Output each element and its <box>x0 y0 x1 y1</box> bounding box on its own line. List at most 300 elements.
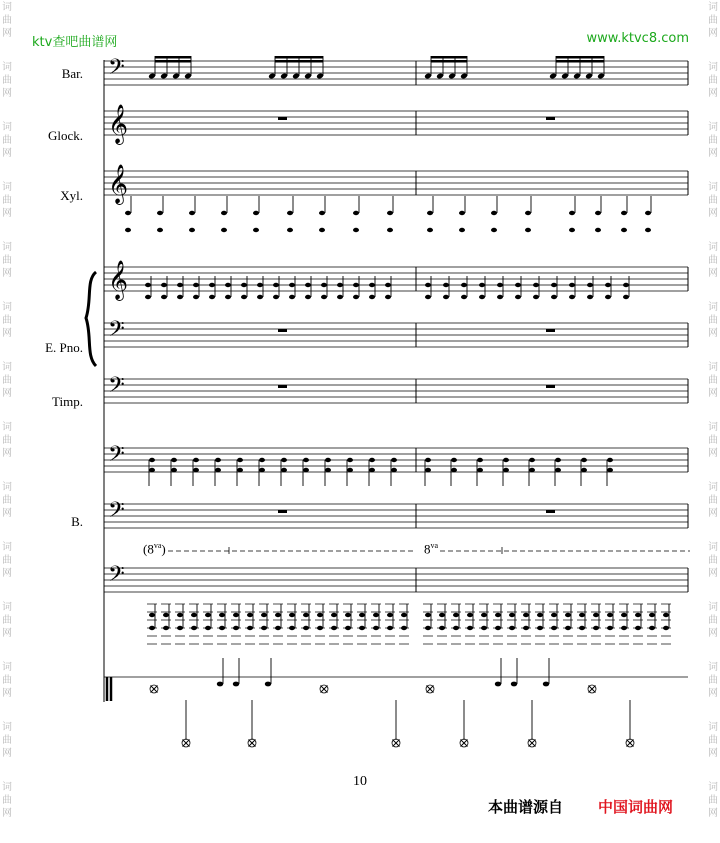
treble-clef: 𝄞 <box>108 262 129 299</box>
xyl-note <box>525 211 531 215</box>
watermark-char: 网 <box>708 628 718 639</box>
xyl-note <box>157 211 163 215</box>
timp-note <box>303 458 309 462</box>
watermark-char: 网 <box>708 328 718 339</box>
watermark-char: 网 <box>708 808 718 819</box>
watermark-char: 曲 <box>708 135 718 146</box>
watermark-char: 曲 <box>708 495 718 506</box>
bass-note <box>401 613 407 617</box>
xyl-note <box>645 228 651 232</box>
bass-note <box>233 613 239 617</box>
xyl-note <box>189 228 195 232</box>
watermark-char: 网 <box>708 688 718 699</box>
bass-note <box>373 626 379 630</box>
watermark-char: 网 <box>708 208 718 219</box>
bass-note <box>495 626 501 630</box>
epno-note <box>209 283 215 287</box>
watermark-char: 词 <box>2 362 12 373</box>
beam <box>556 60 604 63</box>
timp-note <box>215 468 221 472</box>
bass-note <box>219 626 225 630</box>
watermark-char: 网 <box>708 148 718 159</box>
bass-note <box>509 626 515 630</box>
watermark-char: 网 <box>2 748 12 759</box>
bass-note <box>593 613 599 617</box>
xyl-note <box>595 211 601 215</box>
epno-note <box>177 295 183 299</box>
drum-note <box>217 682 223 687</box>
timp-note <box>281 468 287 472</box>
epno-note <box>385 295 391 299</box>
epno-note <box>623 283 629 287</box>
epno-note <box>425 295 431 299</box>
epno-note <box>225 295 231 299</box>
xyl-note <box>287 228 293 232</box>
epno-note <box>177 283 183 287</box>
epno-note <box>369 295 375 299</box>
whole-rest <box>278 117 287 120</box>
bar-notes-4 <box>549 56 605 79</box>
drum-note <box>495 682 501 687</box>
watermark-char: 曲 <box>2 195 12 206</box>
watermark-char: 词 <box>708 602 718 613</box>
bass-note <box>163 626 169 630</box>
epno-note <box>479 295 485 299</box>
bass-note <box>551 626 557 630</box>
epno-note <box>533 283 539 287</box>
watermark-char: 词 <box>708 482 718 493</box>
epno-note <box>551 283 557 287</box>
bass-note <box>359 626 365 630</box>
epno-note <box>515 295 521 299</box>
watermark-char: 曲 <box>708 375 718 386</box>
watermark-char: 网 <box>2 388 12 399</box>
timp-note <box>325 468 331 472</box>
watermark-char: 词 <box>2 542 12 553</box>
timp-note <box>193 458 199 462</box>
beam <box>275 56 323 59</box>
bass-note <box>387 613 393 617</box>
watermark-char: 曲 <box>708 255 718 266</box>
watermark-char: 词 <box>708 362 718 373</box>
bar-notes-2 <box>268 56 324 79</box>
timp-note <box>149 468 155 472</box>
bar-notes-3 <box>424 56 468 79</box>
header-right-site: www.ktvc8.com <box>586 31 689 46</box>
watermark-char: 网 <box>2 148 12 159</box>
timp-note <box>477 458 483 462</box>
bass-note <box>635 626 641 630</box>
footer-source-label: 本曲谱源自 <box>488 798 564 816</box>
epno-note <box>241 283 247 287</box>
timp-note <box>171 468 177 472</box>
epno-note <box>145 283 151 287</box>
watermark-char: 曲 <box>708 195 718 206</box>
epno-note <box>425 283 431 287</box>
treble-clef: 𝄞 <box>108 166 129 203</box>
epno-note <box>161 295 167 299</box>
bass-note <box>149 613 155 617</box>
bass-note <box>481 613 487 617</box>
beam <box>275 60 323 63</box>
bass-note <box>219 613 225 617</box>
epno-note <box>443 295 449 299</box>
bass-note <box>401 626 407 630</box>
timp-note <box>369 468 375 472</box>
bass-note <box>537 613 543 617</box>
epno-note <box>623 295 629 299</box>
timp-note <box>325 458 331 462</box>
xyl-note <box>569 211 575 215</box>
instrument-label-xyl: Xyl. <box>60 188 83 203</box>
whole-rest <box>546 510 555 513</box>
bass-clef: 𝄢 <box>108 373 125 402</box>
epno-note <box>479 283 485 287</box>
epno-note <box>497 295 503 299</box>
xyl-note <box>221 211 227 215</box>
timp-note <box>149 458 155 462</box>
bass-note <box>191 626 197 630</box>
timp-note <box>581 468 587 472</box>
watermark-char: 词 <box>2 722 12 733</box>
watermark-char: 网 <box>2 88 12 99</box>
watermark-char: 网 <box>2 328 12 339</box>
staff-epno-treble <box>104 261 688 301</box>
watermark-char: 词 <box>708 782 718 793</box>
timp-note <box>451 468 457 472</box>
bass-note <box>247 626 253 630</box>
bass-note <box>453 613 459 617</box>
bass-clef: 𝄢 <box>108 498 125 527</box>
timp-note <box>391 458 397 462</box>
watermark-char: 曲 <box>2 675 12 686</box>
timp-note <box>555 468 561 472</box>
instrument-label-glock: Glock. <box>47 128 83 143</box>
epno-note <box>193 283 199 287</box>
epno-note <box>193 295 199 299</box>
watermark-char: 曲 <box>2 15 12 26</box>
bass-note <box>481 626 487 630</box>
whole-rest <box>546 117 555 120</box>
watermark-char: 曲 <box>708 735 718 746</box>
timp-note <box>503 468 509 472</box>
xyl-note <box>253 228 259 232</box>
timp-note <box>581 458 587 462</box>
bass-clef: 𝄢 <box>108 562 125 591</box>
epno-note <box>605 283 611 287</box>
bass-note <box>621 613 627 617</box>
beam <box>431 56 467 59</box>
timp-note <box>237 458 243 462</box>
watermark-char: 网 <box>2 688 12 699</box>
watermark-char: 曲 <box>708 75 718 86</box>
watermark-char: 曲 <box>708 615 718 626</box>
bass-note <box>663 613 669 617</box>
bass-note <box>509 613 515 617</box>
watermark-char: 曲 <box>708 315 718 326</box>
bass-note <box>261 626 267 630</box>
watermark-char: 网 <box>2 448 12 459</box>
epno-note <box>273 283 279 287</box>
bass-note <box>163 613 169 617</box>
bass-note <box>247 613 253 617</box>
bass-note <box>317 626 323 630</box>
watermark-char: 曲 <box>2 615 12 626</box>
watermark-char: 曲 <box>2 315 12 326</box>
epno-note <box>587 295 593 299</box>
watermark-char: 词 <box>708 302 718 313</box>
epno-note <box>161 283 167 287</box>
watermark-char: 网 <box>2 28 12 39</box>
bass-note <box>439 626 445 630</box>
epno-note <box>497 283 503 287</box>
watermark-char: 词 <box>2 242 12 253</box>
bass-note <box>467 613 473 617</box>
epno-note <box>257 295 263 299</box>
bass-note <box>425 613 431 617</box>
watermark-char: 网 <box>2 808 12 819</box>
staff-xyl <box>104 165 688 205</box>
xyl-note <box>221 228 227 232</box>
bass-note <box>523 613 529 617</box>
xyl-note <box>525 228 531 232</box>
timp-note <box>607 458 613 462</box>
watermark-char: 词 <box>708 62 718 73</box>
epno-note <box>273 295 279 299</box>
bass-note <box>425 626 431 630</box>
bass-note <box>275 613 281 617</box>
epno-note <box>461 295 467 299</box>
footer-source-site: 中国词曲网 <box>598 798 674 816</box>
beam <box>155 56 191 59</box>
timp-note <box>477 468 483 472</box>
drum-note <box>265 682 271 687</box>
staff-bass <box>104 498 688 528</box>
bass-note <box>261 613 267 617</box>
xyl-note <box>125 211 131 215</box>
watermark-char: 曲 <box>2 255 12 266</box>
watermark-char: 曲 <box>708 15 718 26</box>
epno-note <box>241 295 247 299</box>
timp-note <box>451 458 457 462</box>
instrument-label-bar: Bar. <box>61 66 83 81</box>
xyl-note <box>125 228 131 232</box>
bass-note <box>177 626 183 630</box>
watermark-char: 词 <box>2 2 12 13</box>
watermark-char: 网 <box>2 628 12 639</box>
watermark-char: 词 <box>2 302 12 313</box>
bass-note <box>565 626 571 630</box>
epno-note <box>569 283 575 287</box>
epno-note <box>587 283 593 287</box>
epno-note <box>337 295 343 299</box>
drum-note <box>543 682 549 687</box>
epno-note <box>605 295 611 299</box>
staff-bass-lower <box>104 562 688 592</box>
bass-note <box>331 626 337 630</box>
xyl-note <box>253 211 259 215</box>
timp-note <box>215 458 221 462</box>
whole-rest <box>278 385 287 388</box>
bass-note <box>303 613 309 617</box>
timp-note <box>303 468 309 472</box>
xyl-note <box>353 211 359 215</box>
epno-note <box>461 283 467 287</box>
xyl-note <box>491 228 497 232</box>
watermark-char: 曲 <box>708 555 718 566</box>
watermark-char: 网 <box>708 568 718 579</box>
xyl-note <box>621 211 627 215</box>
watermark-char: 曲 <box>2 555 12 566</box>
bass-note <box>579 613 585 617</box>
watermark-char: 曲 <box>2 75 12 86</box>
bass-note <box>537 626 543 630</box>
timp-note <box>391 468 397 472</box>
epno-note <box>443 283 449 287</box>
bass-note <box>495 613 501 617</box>
bass-note <box>317 613 323 617</box>
xyl-note <box>387 211 393 215</box>
watermark-char: 词 <box>2 182 12 193</box>
watermark-char: 词 <box>2 602 12 613</box>
watermark-char: 网 <box>2 568 12 579</box>
watermark-char: 网 <box>708 748 718 759</box>
beam <box>431 60 467 63</box>
header-left-site: ktv查吧曲谱网 <box>32 35 118 50</box>
epno-note <box>337 283 343 287</box>
bass-clef: 𝄢 <box>108 55 125 84</box>
watermark-char: 曲 <box>2 375 12 386</box>
epno-note <box>321 283 327 287</box>
epno-note <box>225 283 231 287</box>
beam <box>155 60 191 63</box>
bass-note <box>453 626 459 630</box>
bass-note <box>635 613 641 617</box>
drum-note <box>511 682 517 687</box>
epno-note <box>209 295 215 299</box>
xyl-note <box>427 228 433 232</box>
whole-rest <box>546 329 555 332</box>
watermark-char: 曲 <box>2 795 12 806</box>
octave-mark-first: $(8^{va})$ <box>143 541 166 557</box>
bass-note <box>565 613 571 617</box>
timp-note <box>503 458 509 462</box>
watermark-char: 曲 <box>2 735 12 746</box>
watermark-char: 词 <box>2 662 12 673</box>
epno-note <box>551 295 557 299</box>
timp-note <box>607 468 613 472</box>
staff-bar <box>104 55 688 85</box>
watermark-char: 词 <box>708 662 718 673</box>
staff-timp-lower <box>104 442 688 472</box>
xyl-note <box>569 228 575 232</box>
timp-note <box>259 468 265 472</box>
watermark-char: 网 <box>2 508 12 519</box>
bar-notes-1 <box>148 56 192 79</box>
bass-note <box>439 613 445 617</box>
watermark-char: 曲 <box>708 675 718 686</box>
epno-note <box>515 283 521 287</box>
staff-glock <box>104 105 688 145</box>
piano-brace <box>86 272 96 366</box>
bass-note <box>331 613 337 617</box>
bass-note <box>593 626 599 630</box>
bass-note <box>551 613 557 617</box>
epno-note <box>289 283 295 287</box>
timp-note <box>369 458 375 462</box>
epno-note <box>257 283 263 287</box>
timp-note <box>529 468 535 472</box>
watermark-char: 词 <box>708 182 718 193</box>
xyl-note <box>189 211 195 215</box>
whole-rest <box>278 329 287 332</box>
bass-note <box>177 613 183 617</box>
xyl-note <box>459 211 465 215</box>
treble-clef: 𝄞 <box>108 106 129 143</box>
epno-note <box>353 295 359 299</box>
xyl-note <box>645 211 651 215</box>
watermark-char: 词 <box>708 2 718 13</box>
bass-clef: 𝄢 <box>108 317 125 346</box>
bass-note <box>523 626 529 630</box>
xyl-note <box>319 228 325 232</box>
bass-note <box>607 613 613 617</box>
epno-note <box>145 295 151 299</box>
bass-note <box>387 626 393 630</box>
bass-note <box>289 613 295 617</box>
watermark-char: 曲 <box>708 795 718 806</box>
timp-note <box>555 458 561 462</box>
xyl-note <box>387 228 393 232</box>
whole-rest <box>278 510 287 513</box>
bass-note <box>345 613 351 617</box>
watermark-char: 词 <box>2 122 12 133</box>
bass-note <box>649 613 655 617</box>
bass-note <box>191 613 197 617</box>
staff-epno-bass <box>104 317 688 347</box>
bass-note <box>205 613 211 617</box>
timp-note <box>347 458 353 462</box>
staff-timp <box>104 373 688 403</box>
xyl-note <box>621 228 627 232</box>
timp-note <box>259 458 265 462</box>
timp-note <box>281 458 287 462</box>
drum-note <box>233 682 239 687</box>
xyl-note <box>595 228 601 232</box>
beam <box>556 56 604 59</box>
xyl-note <box>427 211 433 215</box>
bass-note <box>345 626 351 630</box>
timp-note <box>529 458 535 462</box>
epno-note <box>533 295 539 299</box>
timp-note <box>425 458 431 462</box>
instrument-label-bass: B. <box>71 514 83 529</box>
xyl-note <box>287 211 293 215</box>
bass-note <box>303 626 309 630</box>
watermark-char: 网 <box>2 268 12 279</box>
bass-note <box>149 626 155 630</box>
watermark-char: 词 <box>2 422 12 433</box>
octave-mark-second: $8^{va}$ <box>424 541 439 557</box>
watermark-char: 曲 <box>2 135 12 146</box>
watermark-char: 词 <box>708 722 718 733</box>
watermark-char: 曲 <box>2 435 12 446</box>
bass-note <box>621 626 627 630</box>
timp-note <box>347 468 353 472</box>
xyl-note <box>491 211 497 215</box>
bass-note <box>233 626 239 630</box>
timp-note <box>237 468 243 472</box>
